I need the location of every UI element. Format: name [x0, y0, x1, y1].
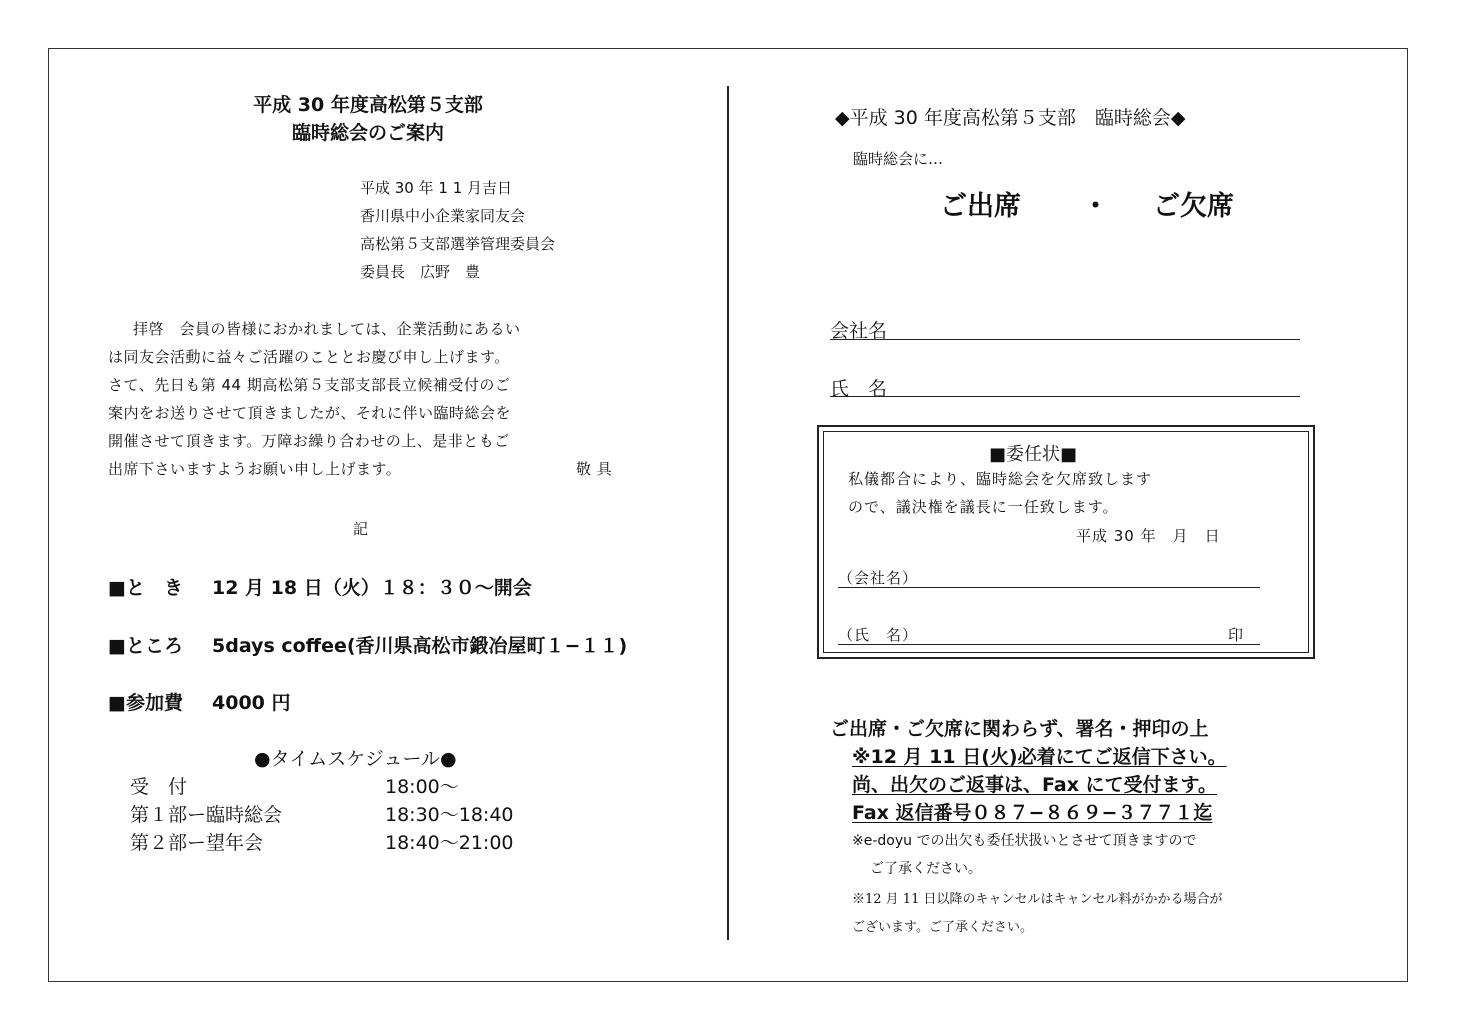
absent-option[interactable]: ご欠席	[1153, 191, 1234, 222]
reply-notice: ご出席・ご欠席に関わらず、署名・押印の上	[830, 718, 1209, 740]
proxy-seal: 印	[1228, 626, 1244, 644]
title-line1: 平成 30 年度高松第５支部	[253, 94, 483, 116]
name-label: 氏 名	[830, 378, 888, 400]
closing-keigu: 敬 具	[576, 460, 613, 478]
schedule-item: 第２部ー望年会	[130, 832, 264, 854]
when-label: ■と き	[108, 577, 183, 599]
where-value: 5days coffee(香川県高松市鍛冶屋町１−１１)	[212, 635, 628, 657]
name-field-line[interactable]	[830, 396, 1300, 397]
sender-org: 香川県中小企業家同友会	[360, 207, 526, 225]
proxy-company-line[interactable]	[838, 587, 1260, 588]
sender-date: 平成 30 年 1 1 月吉日	[360, 179, 513, 197]
body-line: 案内をお送りさせて頂きましたが、それに伴い臨時総会を	[108, 404, 512, 422]
reply-deadline: ※12 月 11 日(火)必着にてご返信下さい。	[852, 746, 1227, 768]
option-separator: ・	[1082, 191, 1109, 222]
proxy-name-line[interactable]	[838, 644, 1260, 645]
schedule-item: 第１部ー臨時総会	[130, 804, 283, 826]
schedule-time: 18:40～21:00	[385, 832, 514, 854]
reply-intro: 臨時総会に…	[853, 150, 944, 168]
sender-committee: 高松第５支部選挙管理委員会	[360, 235, 556, 253]
note-e-doyu-cont: ご了承ください。	[870, 861, 982, 877]
body-line: 開催させて頂きます。万障お繰り合わせの上、是非ともご	[108, 432, 510, 450]
proxy-line1: 私儀都合により、臨時総会を欠席致します	[848, 470, 1153, 488]
proxy-company: （会社名）	[838, 569, 919, 587]
schedule-item: 受 付	[130, 776, 188, 798]
where-label: ■ところ	[108, 635, 183, 657]
company-field-line[interactable]	[830, 339, 1300, 340]
fax-accept: 尚、出欠のご返事は、Fax にて受付ます。	[852, 774, 1218, 796]
note-e-doyu: ※e-doyu での出欠も委任状扱いとさせて頂きますので	[852, 833, 1197, 849]
body-line: は同友会活動に益々ご活躍のこととお慶び申し上げます。	[108, 348, 510, 366]
title-line2: 臨時総会のご案内	[291, 122, 444, 144]
schedule-time: 18:30～18:40	[385, 804, 514, 826]
schedule-title: ●タイムスケジュール●	[254, 748, 457, 770]
ki-label: 記	[353, 520, 369, 538]
body-line: さて、先日も第 44 期高松第５支部支部長立候補受付のご	[108, 376, 511, 394]
body-line: 出席下さいますようお願い申し上げます。	[108, 460, 402, 478]
proxy-title: ■委任状■	[989, 444, 1078, 465]
center-divider	[727, 86, 729, 940]
proxy-name: （氏 名）	[838, 626, 919, 644]
note-cancel: ※12 月 11 日以降のキャンセルはキャンセル料がかかる場合が	[852, 892, 1223, 907]
fax-number: Fax 返信番号０８７−８６９−３７７１迄	[852, 802, 1213, 824]
reply-header: ◆平成 30 年度高松第５支部 臨時総会◆	[835, 107, 1186, 129]
attend-option[interactable]: ご出席	[940, 191, 1021, 222]
schedule-time: 18:00～	[385, 776, 459, 798]
body-line: 拝啓 会員の皆様におかれましては、企業活動にあるい	[133, 320, 521, 338]
fee-value: 4000 円	[212, 692, 291, 714]
fee-label: ■参加費	[108, 692, 183, 714]
note-cancel-cont: ございます。ご了承ください。	[852, 920, 1033, 935]
proxy-date: 平成 30 年 月 日	[1076, 527, 1221, 545]
company-label: 会社名	[830, 320, 888, 342]
when-value: 12 月 18 日（火）１８：３０～開会	[212, 577, 532, 599]
proxy-line2: ので、議決権を議長に一任致します。	[848, 498, 1119, 516]
sender-chair: 委員長 広野 豊	[360, 263, 481, 281]
